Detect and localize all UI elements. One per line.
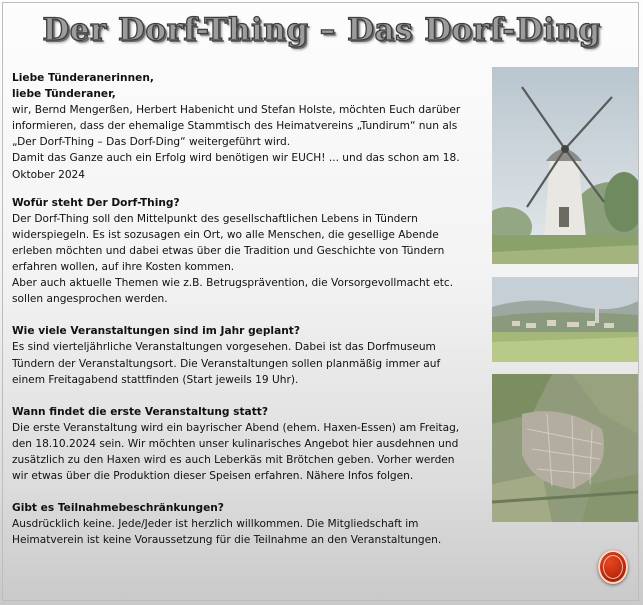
section-heading: Wie viele Veranstaltungen sind im Jahr geplant? [12, 325, 300, 338]
section-line: erfahren wollen, auf ihre Kosten kommen. [12, 261, 235, 274]
section-line: erleben möchten und dabei etwas über die Tradition und Geschichte von Tündern [12, 244, 445, 257]
page-title: Der Dorf-Thing – Das Dorf-Ding [42, 12, 601, 48]
section-line: den 18.10.2024 sein. Wir möchten unser kulinarisches Angebot hier ausdehnen und [12, 437, 459, 450]
section-line: Tündern der Veranstaltungsort. Die Veranstaltungen sollen planmäßig immer auf [12, 357, 441, 370]
section-line: einem Freitagabend stattfinden (Start jeweils 19 Uhr). [12, 373, 299, 386]
intro-line: Oktober 2024 [12, 168, 86, 181]
section-heading: Wann findet die erste Veranstaltung statt? [12, 405, 268, 418]
intro-line: Damit das Ganze auch ein Erfolg wird benötigen wir EUCH! ... und das schon am 18. [12, 152, 460, 165]
section-line: Ausdrücklich keine. Jede/Jeder ist herzlich willkommen. Die Mitgliedschaft im [12, 518, 419, 531]
greeting-line: liebe Tünderaner, [12, 88, 116, 101]
village-panorama-photo [492, 277, 638, 362]
section-line: widerspiegeln. Es ist sozusagen ein Ort, wo alle Menschen, die gesellige Abende [12, 228, 439, 241]
greeting-line: Liebe Tünderanerinnen, [12, 72, 154, 84]
section-line: Es sind vierteljährliche Veranstaltungen vorgesehen. Dabei ist das Dorfmuseum [12, 341, 436, 354]
intro-line: „Der Dorf-Thing – Das Dorf-Ding“ weitergeführt wird. [12, 136, 291, 149]
section-line: Der Dorf-Thing soll den Mittelpunkt des gesellschaftlichen Lebens in Tündern [12, 212, 418, 225]
section-line: wir etwas über die Produktion dieser Speisen erfahren. Nähere Infos folgen. [12, 470, 414, 483]
aerial-map-photo [492, 374, 638, 522]
main-text [12, 70, 486, 548]
section-heading: Wofür steht Der Dorf-Thing? [12, 196, 180, 209]
navigation-button[interactable] [598, 550, 628, 584]
intro-line: informieren, dass der ehemalige Stammtisch des Heimatvereins „Tundirum“ nun als [12, 120, 458, 133]
section-heading: Gibt es Teilnahmebeschränkungen? [12, 502, 224, 515]
windmill-photo [492, 67, 638, 264]
section-line: zusätzlich zu den Haxen wird es auch Leberkäs mit Brötchen geben. Vorher werden [12, 453, 455, 466]
section-line: Heimatverein ist keine Voraussetzung für die Teilnahme an den Veranstaltungen. [12, 534, 442, 547]
section-line: sollen angesprochen werden. [12, 293, 168, 306]
intro-line: wir, Bernd Mengerßen, Herbert Habenicht und Stefan Holste, möchten Euch darüber [12, 104, 461, 117]
section-line: Die erste Veranstaltung wird ein bayrischer Abend (ehem. Haxen-Essen) am Freitag, [12, 421, 460, 434]
section-line: Aber auch aktuelle Themen wie z.B. Betrugsprävention, die Vorsorgevollmacht etc. [12, 277, 454, 290]
